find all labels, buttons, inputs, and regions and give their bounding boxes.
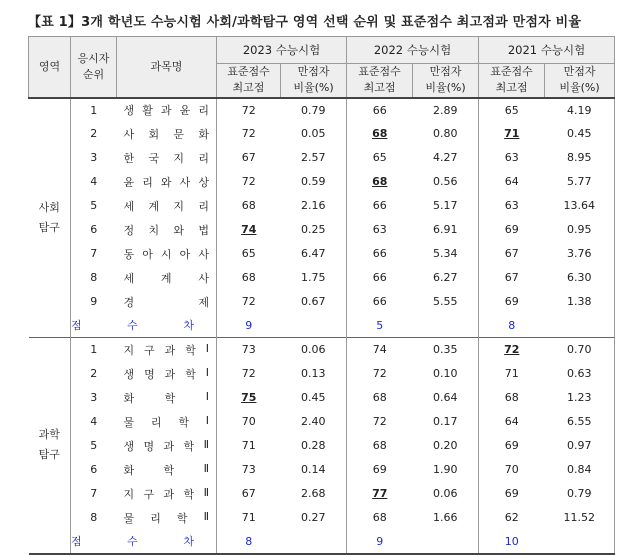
subject-cell: 사 회 문 화	[117, 122, 217, 146]
score-diff-row	[29, 530, 615, 554]
subject-cell: 생 명 과 학 Ⅱ	[117, 434, 217, 458]
subject-cell: 생 명 과 학 Ⅰ	[117, 362, 217, 386]
rank-cell: 9	[90, 295, 98, 308]
perfect-ratio-cell-2021: 0.79	[545, 482, 615, 506]
perfect-ratio-cell-2022: 2.89	[413, 98, 479, 122]
perfect-ratio-cell-2021: 4.19	[545, 98, 615, 122]
score-diff-label: 점 수 차	[71, 530, 217, 554]
subject-cell: 윤 리 와 사 상	[117, 170, 217, 194]
table-row	[29, 266, 615, 290]
table-row	[29, 290, 615, 314]
header-rank: 응시자 순위	[71, 37, 117, 98]
table-header	[29, 37, 615, 98]
perfect-ratio-cell-2023: 0.13	[281, 362, 347, 386]
subject-cell: 지 구 과 학 Ⅰ	[117, 338, 217, 362]
max-score-cell-2022: 68	[372, 391, 387, 404]
max-score-cell-2023: 68	[241, 271, 256, 284]
empty-cell	[413, 530, 479, 554]
header-max-score-2021: 표준점수 최고점	[479, 64, 545, 98]
perfect-ratio-cell-2022: 4.27	[413, 146, 479, 170]
rank-cell: 5	[90, 439, 98, 452]
rank-cell: 8	[90, 271, 98, 284]
max-score-cell-2023: 72	[241, 295, 256, 308]
score-diff-2023: 9	[245, 318, 253, 332]
max-score-cell-2022: 66	[347, 98, 413, 122]
perfect-ratio-cell-2021: 0.95	[545, 218, 615, 242]
perfect-ratio-cell-2023: 0.06	[281, 338, 347, 362]
perfect-ratio-cell-2021: 1.38	[545, 290, 615, 314]
perfect-ratio-cell-2023: 0.28	[281, 434, 347, 458]
perfect-ratio-cell-2023: 1.75	[281, 266, 347, 290]
score-diff-2022: 9	[376, 534, 384, 548]
table-row	[29, 386, 615, 410]
score-diff-2021: 8	[508, 318, 516, 332]
max-score-cell-2022: 74	[347, 338, 413, 362]
max-score-cell-2022: 66	[372, 271, 387, 284]
table-caption: 【표 1】3개 학년도 수능시험 사회/과학탐구 영역 선택 순위 및 표준점수 최고점과 만점자 비율	[28, 15, 582, 30]
table-row	[29, 98, 615, 122]
max-score-cell-2022: 68	[372, 175, 388, 188]
perfect-ratio-cell-2023: 2.16	[281, 194, 347, 218]
perfect-ratio-cell-2023: 0.45	[281, 386, 347, 410]
max-score-cell-2021: 70	[504, 463, 519, 476]
score-diff-row	[29, 314, 615, 338]
subject-cell: 한 국 지 리	[117, 146, 217, 170]
rank-cell: 1	[71, 98, 117, 122]
max-score-cell-2021: 63	[504, 151, 519, 164]
rank-cell: 5	[90, 199, 98, 212]
table-row	[29, 338, 615, 362]
max-score-cell-2021: 64	[504, 415, 519, 428]
max-score-cell-2023: 67	[241, 487, 256, 500]
max-score-cell-2021: 64	[504, 175, 519, 188]
perfect-ratio-cell-2022: 0.64	[413, 386, 479, 410]
rank-cell: 7	[90, 487, 98, 500]
max-score-cell-2023: 71	[241, 439, 256, 452]
header-year-2023: 2023 수능시험	[217, 37, 347, 64]
perfect-ratio-cell-2021: 0.84	[545, 458, 615, 482]
empty-cell	[545, 530, 615, 554]
max-score-cell-2023: 75	[241, 391, 257, 404]
max-score-cell-2023: 68	[241, 199, 256, 212]
max-score-cell-2021: 69	[504, 295, 519, 308]
table-row	[29, 434, 615, 458]
perfect-ratio-cell-2023: 0.27	[281, 506, 347, 530]
perfect-ratio-cell-2023: 0.14	[281, 458, 347, 482]
perfect-ratio-cell-2022: 0.20	[413, 434, 479, 458]
score-table	[28, 36, 615, 555]
subject-cell: 세 계 사	[117, 266, 217, 290]
empty-cell	[281, 314, 347, 338]
perfect-ratio-cell-2021: 0.45	[545, 122, 615, 146]
perfect-ratio-cell-2023: 2.40	[281, 410, 347, 434]
table-row	[29, 458, 615, 482]
perfect-ratio-cell-2021: 6.55	[545, 410, 615, 434]
perfect-ratio-cell-2021: 0.70	[545, 338, 615, 362]
perfect-ratio-cell-2023: 6.47	[281, 242, 347, 266]
max-score-cell-2022: 63	[372, 223, 387, 236]
table-row	[29, 170, 615, 194]
subject-cell: 생 활 과 윤 리	[117, 98, 217, 122]
table-row	[29, 218, 615, 242]
subject-cell: 물 리 학 Ⅱ	[117, 506, 217, 530]
max-score-cell-2022: 77	[372, 487, 388, 500]
header-year-2022: 2022 수능시험	[347, 37, 479, 64]
subject-cell: 세 계 지 리	[117, 194, 217, 218]
subject-cell: 지 구 과 학 Ⅱ	[117, 482, 217, 506]
table-row	[29, 410, 615, 434]
perfect-ratio-cell-2023: 0.25	[281, 218, 347, 242]
perfect-ratio-cell-2022: 1.66	[413, 506, 479, 530]
table-row	[29, 194, 615, 218]
max-score-cell-2023: 65	[241, 247, 256, 260]
header-year-2021: 2021 수능시험	[479, 37, 615, 64]
perfect-ratio-cell-2022: 0.56	[413, 170, 479, 194]
header-perfect-ratio-2023: 만점자 비율(%)	[281, 64, 347, 98]
rank-cell: 2	[90, 127, 98, 140]
max-score-cell-2023: 72	[241, 127, 256, 140]
max-score-cell-2023: 72	[241, 367, 256, 380]
perfect-ratio-cell-2023: 0.79	[281, 98, 347, 122]
perfect-ratio-cell-2023: 0.59	[281, 170, 347, 194]
max-score-cell-2021: 69	[504, 487, 519, 500]
perfect-ratio-cell-2022: 1.90	[413, 458, 479, 482]
perfect-ratio-cell-2021: 6.30	[545, 266, 615, 290]
subject-cell: 정 치 와 법	[117, 218, 217, 242]
perfect-ratio-cell-2021: 1.23	[545, 386, 615, 410]
table-row	[29, 482, 615, 506]
max-score-cell-2022: 68	[372, 127, 388, 140]
rank-cell: 8	[90, 511, 98, 524]
max-score-cell-2021: 72	[479, 338, 545, 362]
max-score-cell-2021: 68	[504, 391, 519, 404]
subject-cell: 물 리 학 Ⅰ	[117, 410, 217, 434]
max-score-cell-2022: 66	[372, 199, 387, 212]
max-score-cell-2023: 72	[241, 175, 256, 188]
max-score-cell-2023: 72	[217, 98, 281, 122]
empty-cell	[281, 530, 347, 554]
area-label: 과학 탐구	[29, 338, 71, 554]
subject-cell: 동 아 시 아 사	[117, 242, 217, 266]
max-score-cell-2023: 71	[241, 511, 256, 524]
rank-cell: 4	[90, 415, 98, 428]
max-score-cell-2022: 72	[372, 367, 387, 380]
max-score-cell-2021: 62	[504, 511, 519, 524]
subject-cell: 경 제	[117, 290, 217, 314]
score-diff-2023: 8	[245, 534, 253, 548]
max-score-cell-2021: 67	[504, 271, 519, 284]
table-row	[29, 506, 615, 530]
perfect-ratio-cell-2022: 0.10	[413, 362, 479, 386]
max-score-cell-2021: 63	[504, 199, 519, 212]
perfect-ratio-cell-2022: 5.34	[413, 242, 479, 266]
empty-cell	[413, 314, 479, 338]
perfect-ratio-cell-2023: 2.57	[281, 146, 347, 170]
max-score-cell-2022: 68	[372, 511, 387, 524]
header-max-score-2022: 표준점수 최고점	[347, 64, 413, 98]
perfect-ratio-cell-2021: 0.97	[545, 434, 615, 458]
perfect-ratio-cell-2022: 6.27	[413, 266, 479, 290]
perfect-ratio-cell-2021: 3.76	[545, 242, 615, 266]
max-score-cell-2023: 73	[217, 338, 281, 362]
perfect-ratio-cell-2022: 0.06	[413, 482, 479, 506]
perfect-ratio-cell-2022: 0.35	[413, 338, 479, 362]
max-score-cell-2021: 69	[504, 223, 519, 236]
max-score-cell-2022: 66	[372, 247, 387, 260]
rank-cell: 7	[90, 247, 98, 260]
table-row	[29, 146, 615, 170]
perfect-ratio-cell-2021: 8.95	[545, 146, 615, 170]
rank-cell: 3	[90, 391, 98, 404]
perfect-ratio-cell-2023: 0.05	[281, 122, 347, 146]
perfect-ratio-cell-2022: 0.80	[413, 122, 479, 146]
rank-cell: 1	[71, 338, 117, 362]
max-score-cell-2022: 66	[372, 295, 387, 308]
max-score-cell-2022: 69	[372, 463, 387, 476]
perfect-ratio-cell-2021: 13.64	[545, 194, 615, 218]
rank-cell: 6	[90, 223, 98, 236]
max-score-cell-2021: 67	[504, 247, 519, 260]
score-diff-2022: 5	[376, 318, 384, 332]
max-score-cell-2023: 74	[241, 223, 257, 236]
perfect-ratio-cell-2023: 0.67	[281, 290, 347, 314]
header-subject: 과목명	[117, 37, 217, 98]
max-score-cell-2021: 65	[479, 98, 545, 122]
max-score-cell-2021: 71	[504, 127, 520, 140]
header-perfect-ratio-2022: 만점자 비율(%)	[413, 64, 479, 98]
max-score-cell-2023: 73	[241, 463, 256, 476]
table-row	[29, 122, 615, 146]
header-perfect-ratio-2021: 만점자 비율(%)	[545, 64, 615, 98]
empty-cell	[545, 314, 615, 338]
max-score-cell-2022: 72	[372, 415, 387, 428]
perfect-ratio-cell-2022: 5.17	[413, 194, 479, 218]
max-score-cell-2023: 67	[241, 151, 256, 164]
max-score-cell-2021: 71	[504, 367, 519, 380]
table-row	[29, 362, 615, 386]
max-score-cell-2021: 69	[504, 439, 519, 452]
perfect-ratio-cell-2021: 5.77	[545, 170, 615, 194]
header-area: 영역	[29, 37, 71, 98]
score-diff-2021: 10	[504, 534, 519, 548]
max-score-cell-2023: 70	[241, 415, 256, 428]
rank-cell: 4	[90, 175, 98, 188]
perfect-ratio-cell-2021: 11.52	[545, 506, 615, 530]
header-max-score-2023: 표준점수 최고점	[217, 64, 281, 98]
table-row	[29, 242, 615, 266]
area-label: 사회 탐구	[29, 98, 71, 338]
table-body	[29, 98, 615, 554]
perfect-ratio-cell-2023: 2.68	[281, 482, 347, 506]
perfect-ratio-cell-2022: 6.91	[413, 218, 479, 242]
rank-cell: 3	[90, 151, 98, 164]
rank-cell: 2	[90, 367, 98, 380]
max-score-cell-2022: 68	[372, 439, 387, 452]
subject-cell: 화 학 Ⅱ	[117, 458, 217, 482]
subject-cell: 화 학 Ⅰ	[117, 386, 217, 410]
rank-cell: 6	[90, 463, 98, 476]
perfect-ratio-cell-2021: 0.63	[545, 362, 615, 386]
score-diff-label: 점 수 차	[71, 314, 217, 338]
perfect-ratio-cell-2022: 0.17	[413, 410, 479, 434]
max-score-cell-2022: 65	[372, 151, 387, 164]
perfect-ratio-cell-2022: 5.55	[413, 290, 479, 314]
